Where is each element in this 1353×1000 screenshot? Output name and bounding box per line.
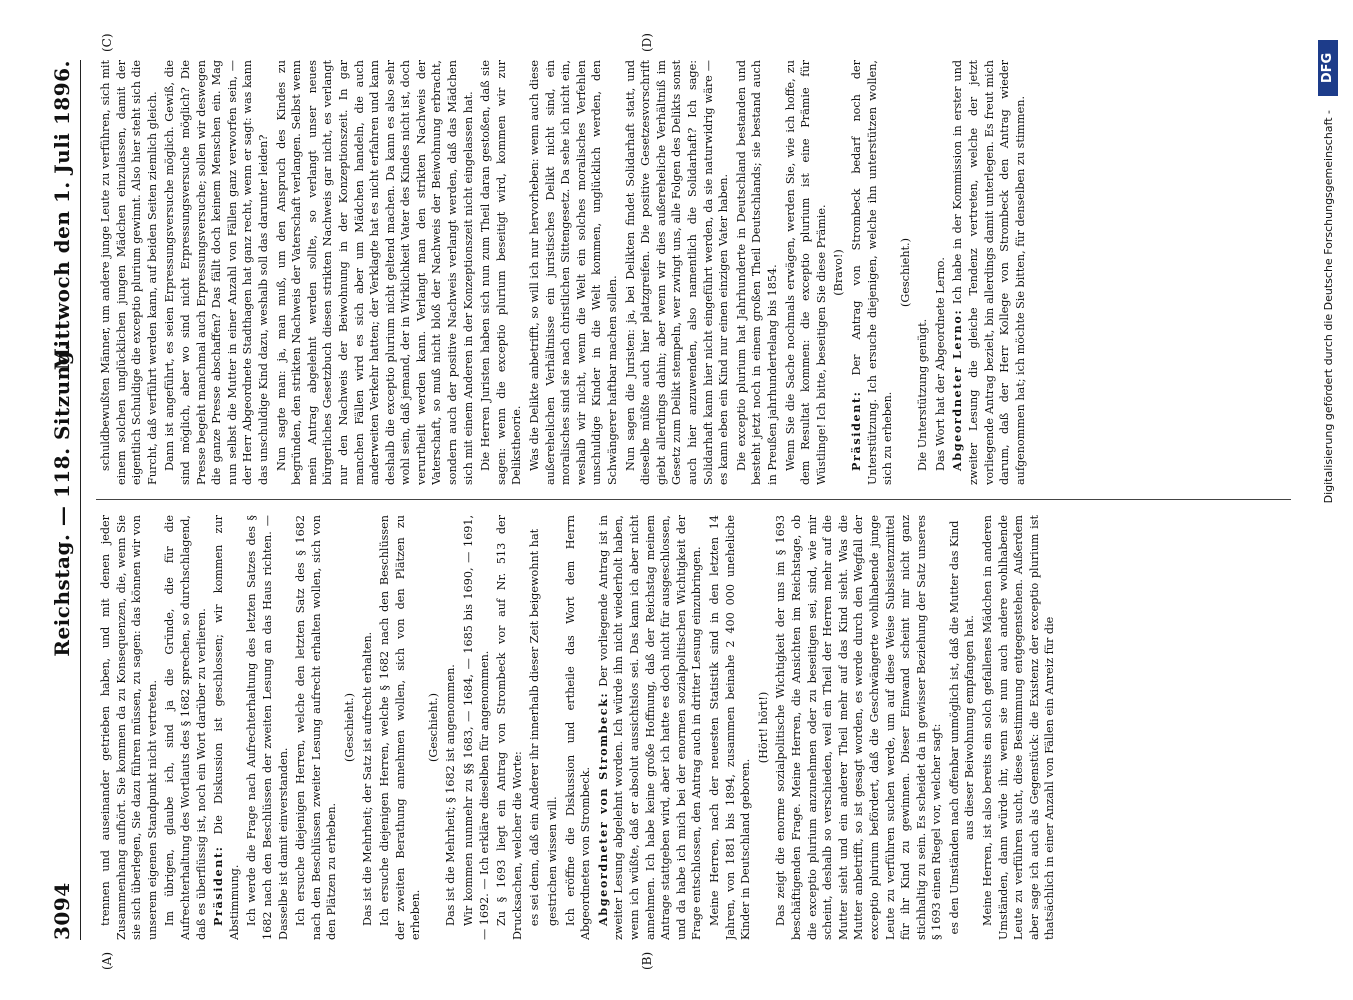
centered-line: (Bravo!) [832,249,846,296]
centered-line: (Hört! hört!) [756,691,770,764]
paragraph-text: Wir kommen nunmehr zu §§ 1683, — 1684, — 1685 bis 1690, — 1691, — 1692. — Ich erkläre dieselben für angenommen. [462,515,491,940]
paragraph-text: Das Wort hat der Abgeordnete Lerno. [933,257,947,471]
speaker-name: Präsident: [211,845,226,926]
paragraph [596,515,705,940]
digitization-note: Digitalisierung gefördert durch die Deutsche Forschungsgemeinschaft - [1322,110,1335,504]
paragraph [211,515,242,940]
paragraph [98,515,160,940]
paragraph [527,60,621,485]
paragraph-text: Die exceptio plurium hat Jahrhunderte in Deutschland bestanden und besteht jetzt noch in einem großen Theil Deutschlands; sie bestand auch in Preußen jahrhundertelang bis 1854. [734,60,779,485]
speaker-name: Präsident: [848,390,863,471]
paragraph [377,515,424,940]
paragraph [98,60,160,485]
paragraph [162,515,209,940]
margin-mark-c: (C) [100,33,114,52]
left-column [98,515,1288,940]
paragraph-text: Meine Herren, nach der neuesten Statistik sind in den letzten 14 Jahren, von 1881 bis 1894, zusammen beinahe 2 400 000 uneheliche Kinder in Deutschland geboren. [707,515,753,940]
margin-mark-b: (B) [640,951,654,970]
paragraph [293,515,340,940]
paragraph [162,60,271,485]
paragraph-text: Die Unterstützung genügt. [916,318,930,471]
paragraph [443,515,459,940]
centered-line: es sei denn, daß ein Anderer ihr innerhalb dieser Zeit beigewohnt hat [528,528,542,927]
session-title: Reichstag. — 118. Sitzung. [50,343,74,657]
paragraph-text: Ich werde die Frage nach Aufrechterhaltung des letzten Satzes des § 1682 nach den Beschlüssen der zweiten Lesung an das Haus richten. — Dasselbe ist damit einverstanden. [245,515,290,940]
paragraph [933,60,949,485]
paragraph-text: Das zeigt die enorme sozialpolitische Wichtigkeit der uns im § 1693 beschäftigenden Frage. Meine Herren, die Ansichten im Reichstage, ob die exceptio plurium anzunehmen oder zu beseitigen sei, sind, wie mir scheint, deshalb so verschieden, weil ein Theil der Herren mehr auf die Mutter sieht und ein anderer Theil mehr auf das Kind sieht. Was die Mutter anbetrifft, so ist gesagt worden, es werde durch den Wegfall der exceptio plurium befördert, daß die Geschwängerte wohlhabende junge Leute zu verführen suchen werde, um auf diese Weise Subsistenzmittel für ihr Kind zu gewinnen. Dieser Einwand scheint mir nicht ganz stichhaltig zu sein. Es scheidet da in gewisser Beziehung der Satz unseres § 1693 einen Riegel vor, welcher sagt: [774,515,944,940]
paragraph [623,60,732,485]
centered-line: es den Umständen nach offenbar unmöglich ist, daß die Mutter das Kind aus dieser Beiwohnung empfangen hat. [947,520,977,935]
paragraph-text: Das ist die Mehrheit; der Satz ist aufrecht erhalten. [360,631,374,926]
page-number: 3094 [50,882,74,940]
paragraph [360,515,376,940]
paragraph [707,515,754,940]
page-header [50,60,81,940]
paragraph-text: Das ist die Mehrheit; § 1682 ist angenommen. [444,664,458,926]
paragraph-text: Die Herren Juristen haben sich nun zum Theil daran gestoßen, daß sie sagen: wenn die exceptio plurium beseitigt wird, kommen wir zur Delikstheorie. [479,60,524,485]
paragraph-text: gestrichen wissen will. [546,796,560,926]
centered-line: (Geschieht.) [342,693,356,762]
column-divider [96,499,1291,500]
paragraph [563,515,594,940]
paragraph [783,60,830,485]
paragraph-text: Dann ist angeführt, es seien Erpressungsversuche möglich. Gewiß, die sind möglich, aber wo sind nicht Erpressungsversuche möglich? Die Presse begeht manchmal auch Erpressungsversuche; sollen wir deswegen die ganze Presse abschaffen? Das fällt doch keinem Menschen ein. Mag nun selbst die Mutter in einer Anzahl von Fällen ganz verworfen sein, — der Herr Abgeordnete Stadthagen hat ganz recht, wenn er sagt: was kann das unschuldige Kind dazu, weshalb soll das darunter leiden? [163,60,270,485]
paragraph [461,515,492,940]
paragraph-text: Ich habe in der Kommission in erster und zweiter Lesung die gleiche Tendenz vertreten, welche der jetzt vorliegende Antrag bezielt, bin allerdings damit unterlegen. Es freut mich darum, daß der Herr Kollege von Strombeck den Antrag wieder aufgenommen hat; ich möchte Sie bitten, für denselben zu stimmen. [951,60,1027,485]
paragraph-text: Wenn Sie die Sache nochmals erwägen, werden Sie, wie ich hoffe, zu dem Resultat kommen: die exceptio plurium ist eine Prämie für Wüstlinge! Ich bitte, beseitigen Sie diese Prämie. [783,60,828,485]
paragraph-text: Zu § 1693 liegt ein Antrag von Strombeck vor auf Nr. 513 der Drucksachen, welcher die Worte: [495,515,524,940]
paragraph-text: Ich ersuche diejenigen Herren, welche den letzten Satz des § 1682 nach den Beschlüssen zweiter Lesung aufrecht erhalten wollen, sich von den Plätzen zu erheben. [294,515,339,940]
paragraph-text: Was die Delikte anbetrifft, so will ich nur hervorheben: wenn auch diese außerehelichen Verhältnisse ein juristisches Delikt nicht sind, ein moralisches sind sie nach christlichen Sittengesetz. Da sehe ich nicht ein, weshalb wir nicht, wenn die Welt ein solches moralisches Verfehlen unschuldige Kinder in die Welt kommen, unglücklich werden, den Schwängerer haftbar machen sollen. [528,60,619,485]
paragraph-text: Nun sagen die Juristen: ja, bei Delikten findet Solidarhaft statt, und dieselbe müßte auch hier platzgreifen. Die positive Gesetzesvorschrift giebt allerdings dahin; aber wenn wir dies außereheliche Verhältniß im Gesetz zum Delikt stempeln, wer zwingt uns, alle Folgen des Delikts sonst auch hier anzuwenden, also namentlich die Solidarhaft? Ich sage: Solidarhaft kann hier nicht eingeführt werden, da sie naturwidrig wäre — es kann eben ein Kind nur einen einzigen Vater haben. [623,60,731,485]
paragraph [950,60,1028,485]
paragraph-text: Ich ersuche diejenigen Herren, welche § 1682 nach den Beschlüssen der zweiten Berathung annehmen wollen, sich von den Plätzen zu erheben. [378,515,423,940]
paragraph [274,60,477,485]
right-column [98,60,1288,485]
session-date: Mittwoch den 1. Juli 1896. [50,60,74,371]
paragraph [849,60,896,485]
speaker-name: Abgeordneter von Strombeck: [595,691,610,926]
paragraph-text: Der Antrag von Strombeck bedarf noch der Unterstützung. Ich ersuche diejenigen, welche ihn unterstützen wollen, sich zu erheben. [849,60,895,485]
paragraph-text: Meine Herren, ist also bereits ein solch gefallenes Mädchen in anderen Umständen, dann würde ihr, wenn sie nun auch andere wohlhabende Leute zu verführen sucht, diese Bestimmung entgegenstehen. Außerdem aber sage ich auch als Gegenstück: die Existenz der exceptio plurium ist thatsächlich in einer Anzahl von Fällen ein Anreiz für die [981,515,1057,940]
paragraph [773,515,945,940]
paragraph [980,515,1058,940]
dfg-logo: DFG [1318,40,1338,96]
paragraph-text: Ich eröffne die Diskussion und ertheile das Wort dem Herrn Abgeordneten von Strombeck. [563,515,593,940]
centered-line: (Geschieht.) [898,238,912,307]
paragraph [734,60,781,485]
margin-mark-a: (A) [100,951,114,970]
paragraph [545,515,561,940]
paragraph-text: Die Diskussion ist geschlossen; wir kommen zur Abstimmung. [212,515,241,940]
paragraph-text: Der vorliegende Antrag ist in zweiter Lesung abgelehnt worden. Ich würde ihn nicht wiederholt haben, wenn ich wüßte, daß er absolut aussichtslos sei. Das kann ich aber nicht annehmen. Ich habe keine große Hoffnung, daß der Reichstag meinem Antrage stattgeben wird, aber ich hatte es doch nicht für ausgeschlossen, und da habe ich mich bei der enormen sozialpolitischen Wichtigkeit der Frage entschlossen, den Antrag auch in dritter Lesung einzubringen. [596,515,704,940]
paragraph [915,60,931,485]
page-footer [1318,40,1342,960]
paragraph [478,60,525,485]
paragraph-text: trennen und auseinander getrieben haben, und mit denen jeder Zusammenhang aufhört. Sie kommen da zu Konsequenzen, die, wenn Sie sie sich überlegen, Sie dazu führen müssen, zu sagen: das können wir von unserem eigenen Standpunkt nicht vertreten. [99,515,159,940]
paragraph-text: Im übrigen, glaube ich, sind ja die Gründe, die für die Aufrechterhaltung des Wortlauts des § 1682 sprechen, so durchschlagend, daß es überflüssig ist, noch ein Wort darüber zu verlieren. [163,515,208,940]
paragraph-text: schuldbewußten Männer, um andere junge Leute zu verführen, sich mit einem solchen unglücklichen jungen Mädchen einzulassen, damit der eigentlich Schuldige die exceptio plurium gewinnt. Also hier steht sich die Furcht, daß verführt werden kann, auf beiden Seiten ziemlich gleich. [99,60,159,485]
paragraph [494,515,525,940]
centered-line: (Geschieht.) [426,693,440,762]
margin-mark-d: (D) [640,33,654,52]
speaker-name: Abgeordneter Lerno: [950,308,965,471]
paragraph-text: Nun sagte man: ja, man muß, um den Anspruch des Kindes zu begründen, den strikten Nachweis der Vaterschaft verlangen. Selbst wenn mein Antrag abgelehnt werden sollte, so verlangt unser neues bürgerliches Gesetzbuch diesen strikten Nachweis gar nicht, es verlangt nur den Nachweis der Beiwohnung in der Konzeptionszeit. In gar manchen Fällen wird es sich aber um Mädchen handeln, die auch anderweiten Verkehr hatten; der Verklagte hat es nicht erfahren und kann deshalb die exceptio plurium nicht geltend machen. Da kann es also sehr wohl sein, daß jemand, der in Wirklichkeit Vater des Kindes nicht ist, doch verurtheilt werden kann. Verlangt man den strikten Nachweis der Vaterschaft, so muß nicht bloß der Nachweis der Beiwohnung erbracht, sondern auch der positive Nachweis verlangt werden, daß das Mädchen sich mit einem Anderen in der Konzeptionszeit nicht eingelassen hat. [274,60,475,485]
paragraph [244,515,291,940]
